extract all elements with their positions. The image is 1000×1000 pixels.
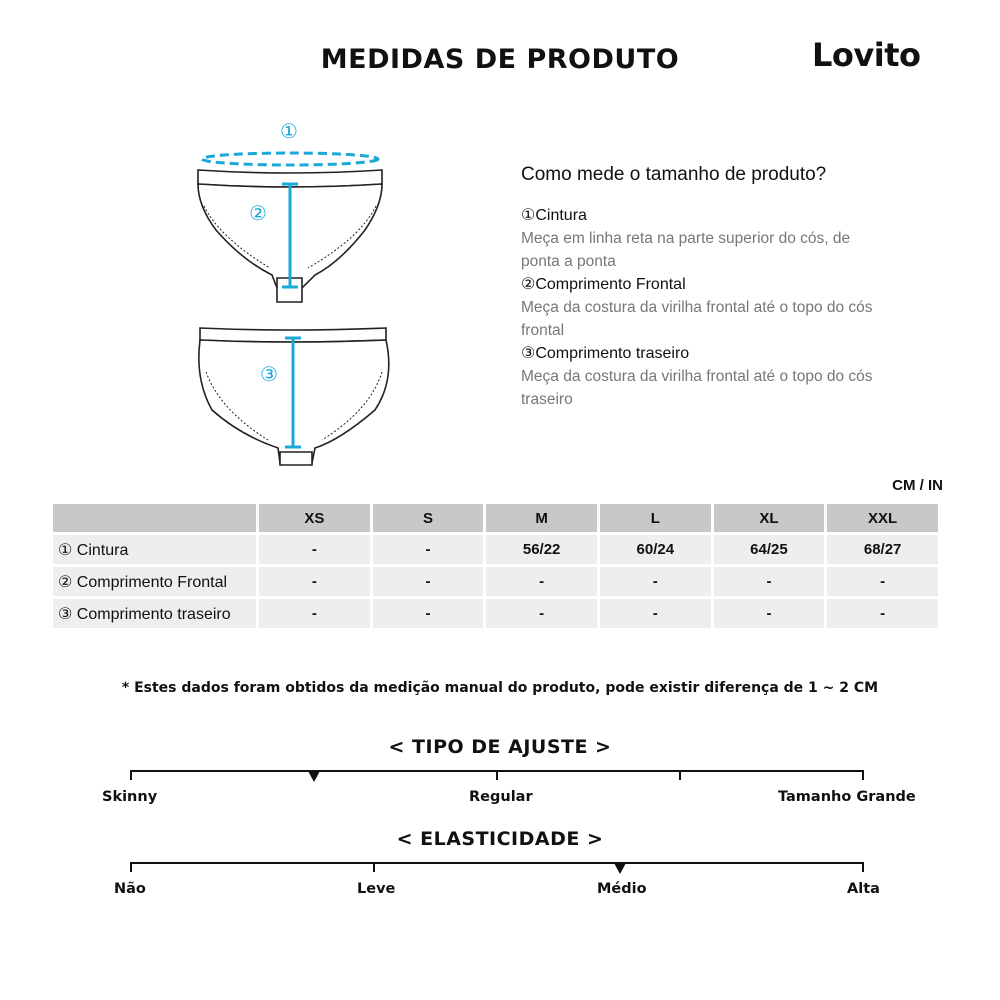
elasticity-label-medium: Médio — [597, 881, 647, 897]
guide-desc-front: Meça da costura da virilha frontal até o topo do cós frontal — [521, 299, 873, 339]
guide-desc-waist: Meça em linha reta na parte superior do cós, de ponta a ponta — [521, 230, 851, 270]
brand-logo: Lovito — [812, 36, 921, 74]
fit-level-marker — [308, 771, 320, 782]
marker-1: ① — [280, 119, 298, 143]
elasticity-tick — [862, 862, 864, 872]
row-label: ① Cintura — [53, 535, 256, 564]
fit-tick — [679, 770, 681, 780]
table-cell: 60/24 — [600, 535, 711, 564]
table-cell: 68/27 — [827, 535, 938, 564]
size-header: XL — [714, 504, 825, 532]
table-cell: - — [259, 567, 370, 596]
row-label: ② Comprimento Frontal — [53, 567, 256, 596]
table-corner — [53, 504, 256, 532]
size-table — [50, 501, 941, 631]
guide-desc-back: Meça da costura da virilha frontal até o topo do cós traseiro — [521, 368, 873, 408]
size-header: XXL — [827, 504, 938, 532]
table-cell: - — [373, 599, 484, 628]
table-cell: - — [373, 535, 484, 564]
table-cell: - — [714, 599, 825, 628]
guide-heading-waist: ①Cintura — [521, 207, 587, 224]
garment-diagram — [180, 110, 410, 480]
table-cell: - — [373, 567, 484, 596]
fit-tick — [862, 770, 864, 780]
guide-heading-front: ②Comprimento Frontal — [521, 276, 686, 293]
elasticity-label-high: Alta — [847, 881, 880, 897]
marker-3: ③ — [260, 362, 278, 386]
elasticity-label-light: Leve — [357, 881, 396, 897]
table-cell: - — [827, 599, 938, 628]
fit-label-regular: Regular — [469, 789, 533, 805]
elasticity-scale — [130, 862, 864, 902]
marker-2: ② — [249, 201, 267, 225]
elasticity-label-none: Não — [114, 881, 146, 897]
row-label: ③ Comprimento traseiro — [53, 599, 256, 628]
table-cell: 56/22 — [486, 535, 597, 564]
table-header-row — [53, 504, 938, 532]
page-title: MEDIDAS DE PRODUTO — [320, 44, 680, 75]
elasticity-tick — [130, 862, 132, 872]
measurement-note: * Estes dados foram obtidos da medição manual do produto, pode existir diferença de 1 ~ 2 CM — [121, 680, 879, 696]
size-header: M — [486, 504, 597, 532]
measuring-guide — [521, 164, 921, 411]
table-cell: - — [600, 599, 711, 628]
table-cell: - — [486, 599, 597, 628]
table-cell: - — [259, 599, 370, 628]
table-cell: - — [827, 567, 938, 596]
fit-tick — [496, 770, 498, 780]
guide-question: Como mede o tamanho de produto? — [521, 164, 827, 185]
waist-measure-ellipse — [202, 153, 378, 165]
guide-heading-back: ③Comprimento traseiro — [521, 345, 690, 362]
size-header: S — [373, 504, 484, 532]
elasticity-scale-line — [130, 862, 864, 864]
fit-tick — [130, 770, 132, 780]
units-label: CM / IN — [892, 477, 943, 494]
elasticity-tick — [373, 862, 375, 872]
size-header: L — [600, 504, 711, 532]
table-cell: 64/25 — [714, 535, 825, 564]
fit-label-large: Tamanho Grande — [778, 789, 916, 805]
elasticity-level-marker — [614, 863, 626, 874]
elasticity-scale-title: < ELASTICIDADE > — [396, 828, 604, 850]
fit-label-skinny: Skinny — [102, 789, 158, 805]
size-header: XS — [259, 504, 370, 532]
table-row — [53, 599, 938, 628]
table-row — [53, 567, 938, 596]
fit-scale-title: < TIPO DE AJUSTE > — [388, 736, 612, 758]
table-row — [53, 535, 938, 564]
table-cell: - — [714, 567, 825, 596]
table-cell: - — [486, 567, 597, 596]
table-cell: - — [600, 567, 711, 596]
table-cell: - — [259, 535, 370, 564]
